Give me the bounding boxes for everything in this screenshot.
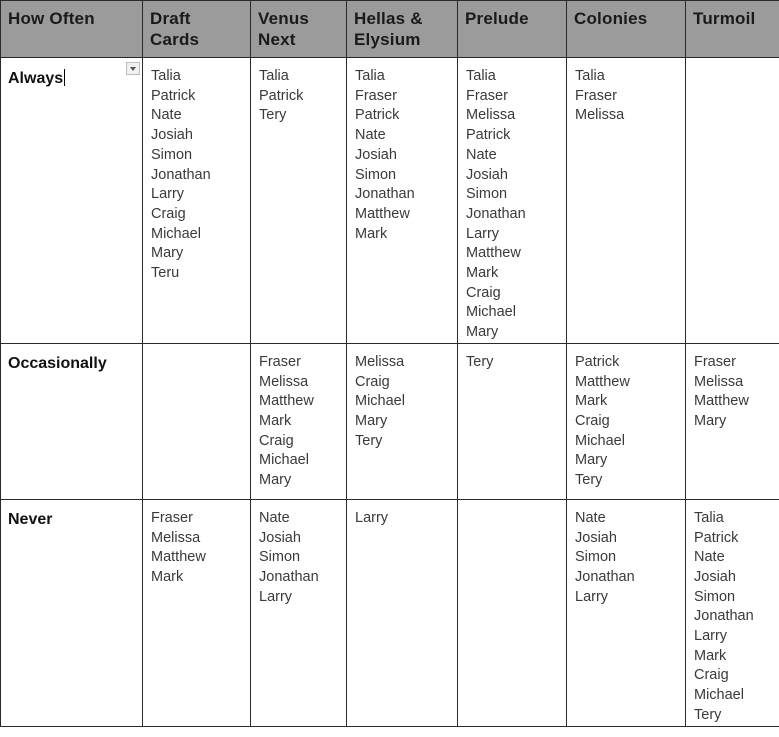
player-name: Michael bbox=[259, 451, 346, 471]
player-name: Mary bbox=[694, 412, 779, 432]
header-how-often-label: How Often bbox=[8, 9, 95, 28]
header-venus-next[interactable] bbox=[251, 1, 347, 58]
player-name: Larry bbox=[259, 588, 346, 608]
player-name: Melissa bbox=[575, 106, 685, 126]
player-name: Larry bbox=[694, 627, 779, 647]
player-name: Josiah bbox=[694, 568, 779, 588]
player-name: Matthew bbox=[151, 548, 250, 568]
player-name: Matthew bbox=[259, 392, 346, 412]
player-name: Fraser bbox=[151, 509, 250, 529]
name-list-cell[interactable] bbox=[143, 343, 251, 499]
player-name: Mary bbox=[466, 323, 566, 343]
name-list-cell[interactable] bbox=[251, 499, 347, 726]
player-name: Melissa bbox=[151, 529, 250, 549]
table-row bbox=[1, 499, 779, 726]
player-name: Larry bbox=[466, 225, 566, 245]
row-label: Occasionally bbox=[8, 355, 107, 372]
name-list-cell[interactable] bbox=[686, 58, 779, 344]
text-caret bbox=[64, 69, 65, 86]
player-name: Nate bbox=[694, 548, 779, 568]
row-label: Always bbox=[8, 70, 63, 87]
player-name: Nate bbox=[355, 126, 457, 146]
player-name: Melissa bbox=[355, 353, 457, 373]
player-name: Tery bbox=[259, 106, 346, 126]
name-list-cell[interactable] bbox=[458, 58, 567, 344]
player-name: Melissa bbox=[259, 373, 346, 393]
player-name: Jonathan bbox=[466, 205, 566, 225]
player-name: Craig bbox=[259, 432, 346, 452]
player-name: Nate bbox=[151, 106, 250, 126]
player-name: Simon bbox=[355, 166, 457, 186]
player-name: Simon bbox=[575, 548, 685, 568]
player-name: Matthew bbox=[466, 244, 566, 264]
row-label-cell[interactable] bbox=[1, 343, 143, 499]
header-prelude[interactable] bbox=[458, 1, 567, 58]
player-name: Craig bbox=[151, 205, 250, 225]
header-row bbox=[1, 1, 779, 58]
player-name: Teru bbox=[151, 264, 250, 284]
player-name: Michael bbox=[355, 392, 457, 412]
player-name: Simon bbox=[466, 185, 566, 205]
header-prelude-label: Prelude bbox=[465, 9, 529, 28]
player-name: Patrick bbox=[575, 353, 685, 373]
player-name: Tery bbox=[355, 432, 457, 452]
player-name: Josiah bbox=[466, 166, 566, 186]
row-label-cell[interactable] bbox=[1, 499, 143, 726]
player-name: Talia bbox=[466, 67, 566, 87]
player-name: Jonathan bbox=[151, 166, 250, 186]
player-name: Simon bbox=[259, 548, 346, 568]
header-turmoil-label: Turmoil bbox=[693, 9, 755, 28]
player-name: Larry bbox=[575, 588, 685, 608]
player-name: Matthew bbox=[355, 205, 457, 225]
player-name: Matthew bbox=[694, 392, 779, 412]
player-name: Jonathan bbox=[694, 607, 779, 627]
player-name: Fraser bbox=[466, 87, 566, 107]
player-name: Josiah bbox=[575, 529, 685, 549]
player-name: Craig bbox=[355, 373, 457, 393]
player-name: Talia bbox=[575, 67, 685, 87]
player-name: Patrick bbox=[259, 87, 346, 107]
header-draft-cards[interactable] bbox=[143, 1, 251, 58]
player-name: Josiah bbox=[151, 126, 250, 146]
player-name: Melissa bbox=[466, 106, 566, 126]
player-name: Michael bbox=[694, 686, 779, 706]
player-name: Patrick bbox=[355, 106, 457, 126]
player-name: Jonathan bbox=[575, 568, 685, 588]
name-list-cell[interactable] bbox=[143, 58, 251, 344]
player-name: Nate bbox=[259, 509, 346, 529]
player-name: Fraser bbox=[575, 87, 685, 107]
player-name: Talia bbox=[259, 67, 346, 87]
player-name: Mark bbox=[575, 392, 685, 412]
player-name: Simon bbox=[694, 588, 779, 608]
name-list-cell[interactable] bbox=[686, 343, 779, 499]
name-list-cell[interactable] bbox=[251, 343, 347, 499]
player-name: Tery bbox=[575, 471, 685, 491]
player-name: Mary bbox=[355, 412, 457, 432]
player-name: Nate bbox=[575, 509, 685, 529]
header-hellas-elysium-label: Hellas & Elysium bbox=[354, 9, 423, 49]
dropdown-arrow-icon[interactable] bbox=[126, 62, 140, 75]
player-name: Patrick bbox=[151, 87, 250, 107]
player-name: Tery bbox=[694, 706, 779, 726]
player-name: Craig bbox=[575, 412, 685, 432]
name-list-cell[interactable] bbox=[251, 58, 347, 344]
name-list-cell[interactable] bbox=[347, 499, 458, 726]
header-turmoil[interactable] bbox=[686, 1, 779, 58]
player-name: Patrick bbox=[694, 529, 779, 549]
player-name: Larry bbox=[355, 509, 457, 529]
player-name: Michael bbox=[151, 225, 250, 245]
name-list-cell[interactable] bbox=[347, 58, 458, 344]
player-name: Mark bbox=[355, 225, 457, 245]
player-name: Mary bbox=[259, 471, 346, 491]
player-name: Mark bbox=[259, 412, 346, 432]
table-row bbox=[1, 58, 779, 344]
name-list-cell[interactable] bbox=[347, 343, 458, 499]
header-venus-next-label: Venus Next bbox=[258, 9, 309, 49]
name-list-cell[interactable] bbox=[567, 499, 686, 726]
player-name: Talia bbox=[355, 67, 457, 87]
player-name: Fraser bbox=[355, 87, 457, 107]
player-name: Josiah bbox=[259, 529, 346, 549]
name-list-cell[interactable] bbox=[458, 499, 567, 726]
player-name: Fraser bbox=[694, 353, 779, 373]
name-list-cell[interactable] bbox=[458, 343, 567, 499]
player-name: Mary bbox=[151, 244, 250, 264]
player-name: Mary bbox=[575, 451, 685, 471]
player-name: Craig bbox=[694, 666, 779, 686]
name-list-cell[interactable] bbox=[567, 58, 686, 344]
player-name: Mark bbox=[151, 568, 250, 588]
player-name: Mark bbox=[466, 264, 566, 284]
player-name: Patrick bbox=[466, 126, 566, 146]
header-hellas-elysium[interactable] bbox=[347, 1, 458, 58]
header-how-often[interactable] bbox=[1, 1, 143, 58]
player-name: Fraser bbox=[259, 353, 346, 373]
row-label: Never bbox=[8, 511, 52, 528]
player-name: Craig bbox=[466, 284, 566, 304]
header-colonies-label: Colonies bbox=[574, 9, 647, 28]
player-name: Talia bbox=[694, 509, 779, 529]
player-name: Nate bbox=[466, 146, 566, 166]
name-list-cell[interactable] bbox=[686, 499, 779, 726]
player-name: Jonathan bbox=[355, 185, 457, 205]
name-list-cell[interactable] bbox=[567, 343, 686, 499]
header-colonies[interactable] bbox=[567, 1, 686, 58]
player-name: Tery bbox=[466, 353, 566, 373]
name-list-cell[interactable] bbox=[143, 499, 251, 726]
table-row bbox=[1, 343, 779, 499]
player-name: Melissa bbox=[694, 373, 779, 393]
player-name: Matthew bbox=[575, 373, 685, 393]
player-name: Josiah bbox=[355, 146, 457, 166]
player-name: Talia bbox=[151, 67, 250, 87]
header-draft-cards-line1: Draft Cards bbox=[150, 9, 199, 49]
row-label-cell[interactable] bbox=[1, 58, 143, 344]
player-name: Jonathan bbox=[259, 568, 346, 588]
player-name: Michael bbox=[466, 303, 566, 323]
player-name: Michael bbox=[575, 432, 685, 452]
player-name: Simon bbox=[151, 146, 250, 166]
player-name: Larry bbox=[151, 185, 250, 205]
player-name: Mark bbox=[694, 647, 779, 667]
